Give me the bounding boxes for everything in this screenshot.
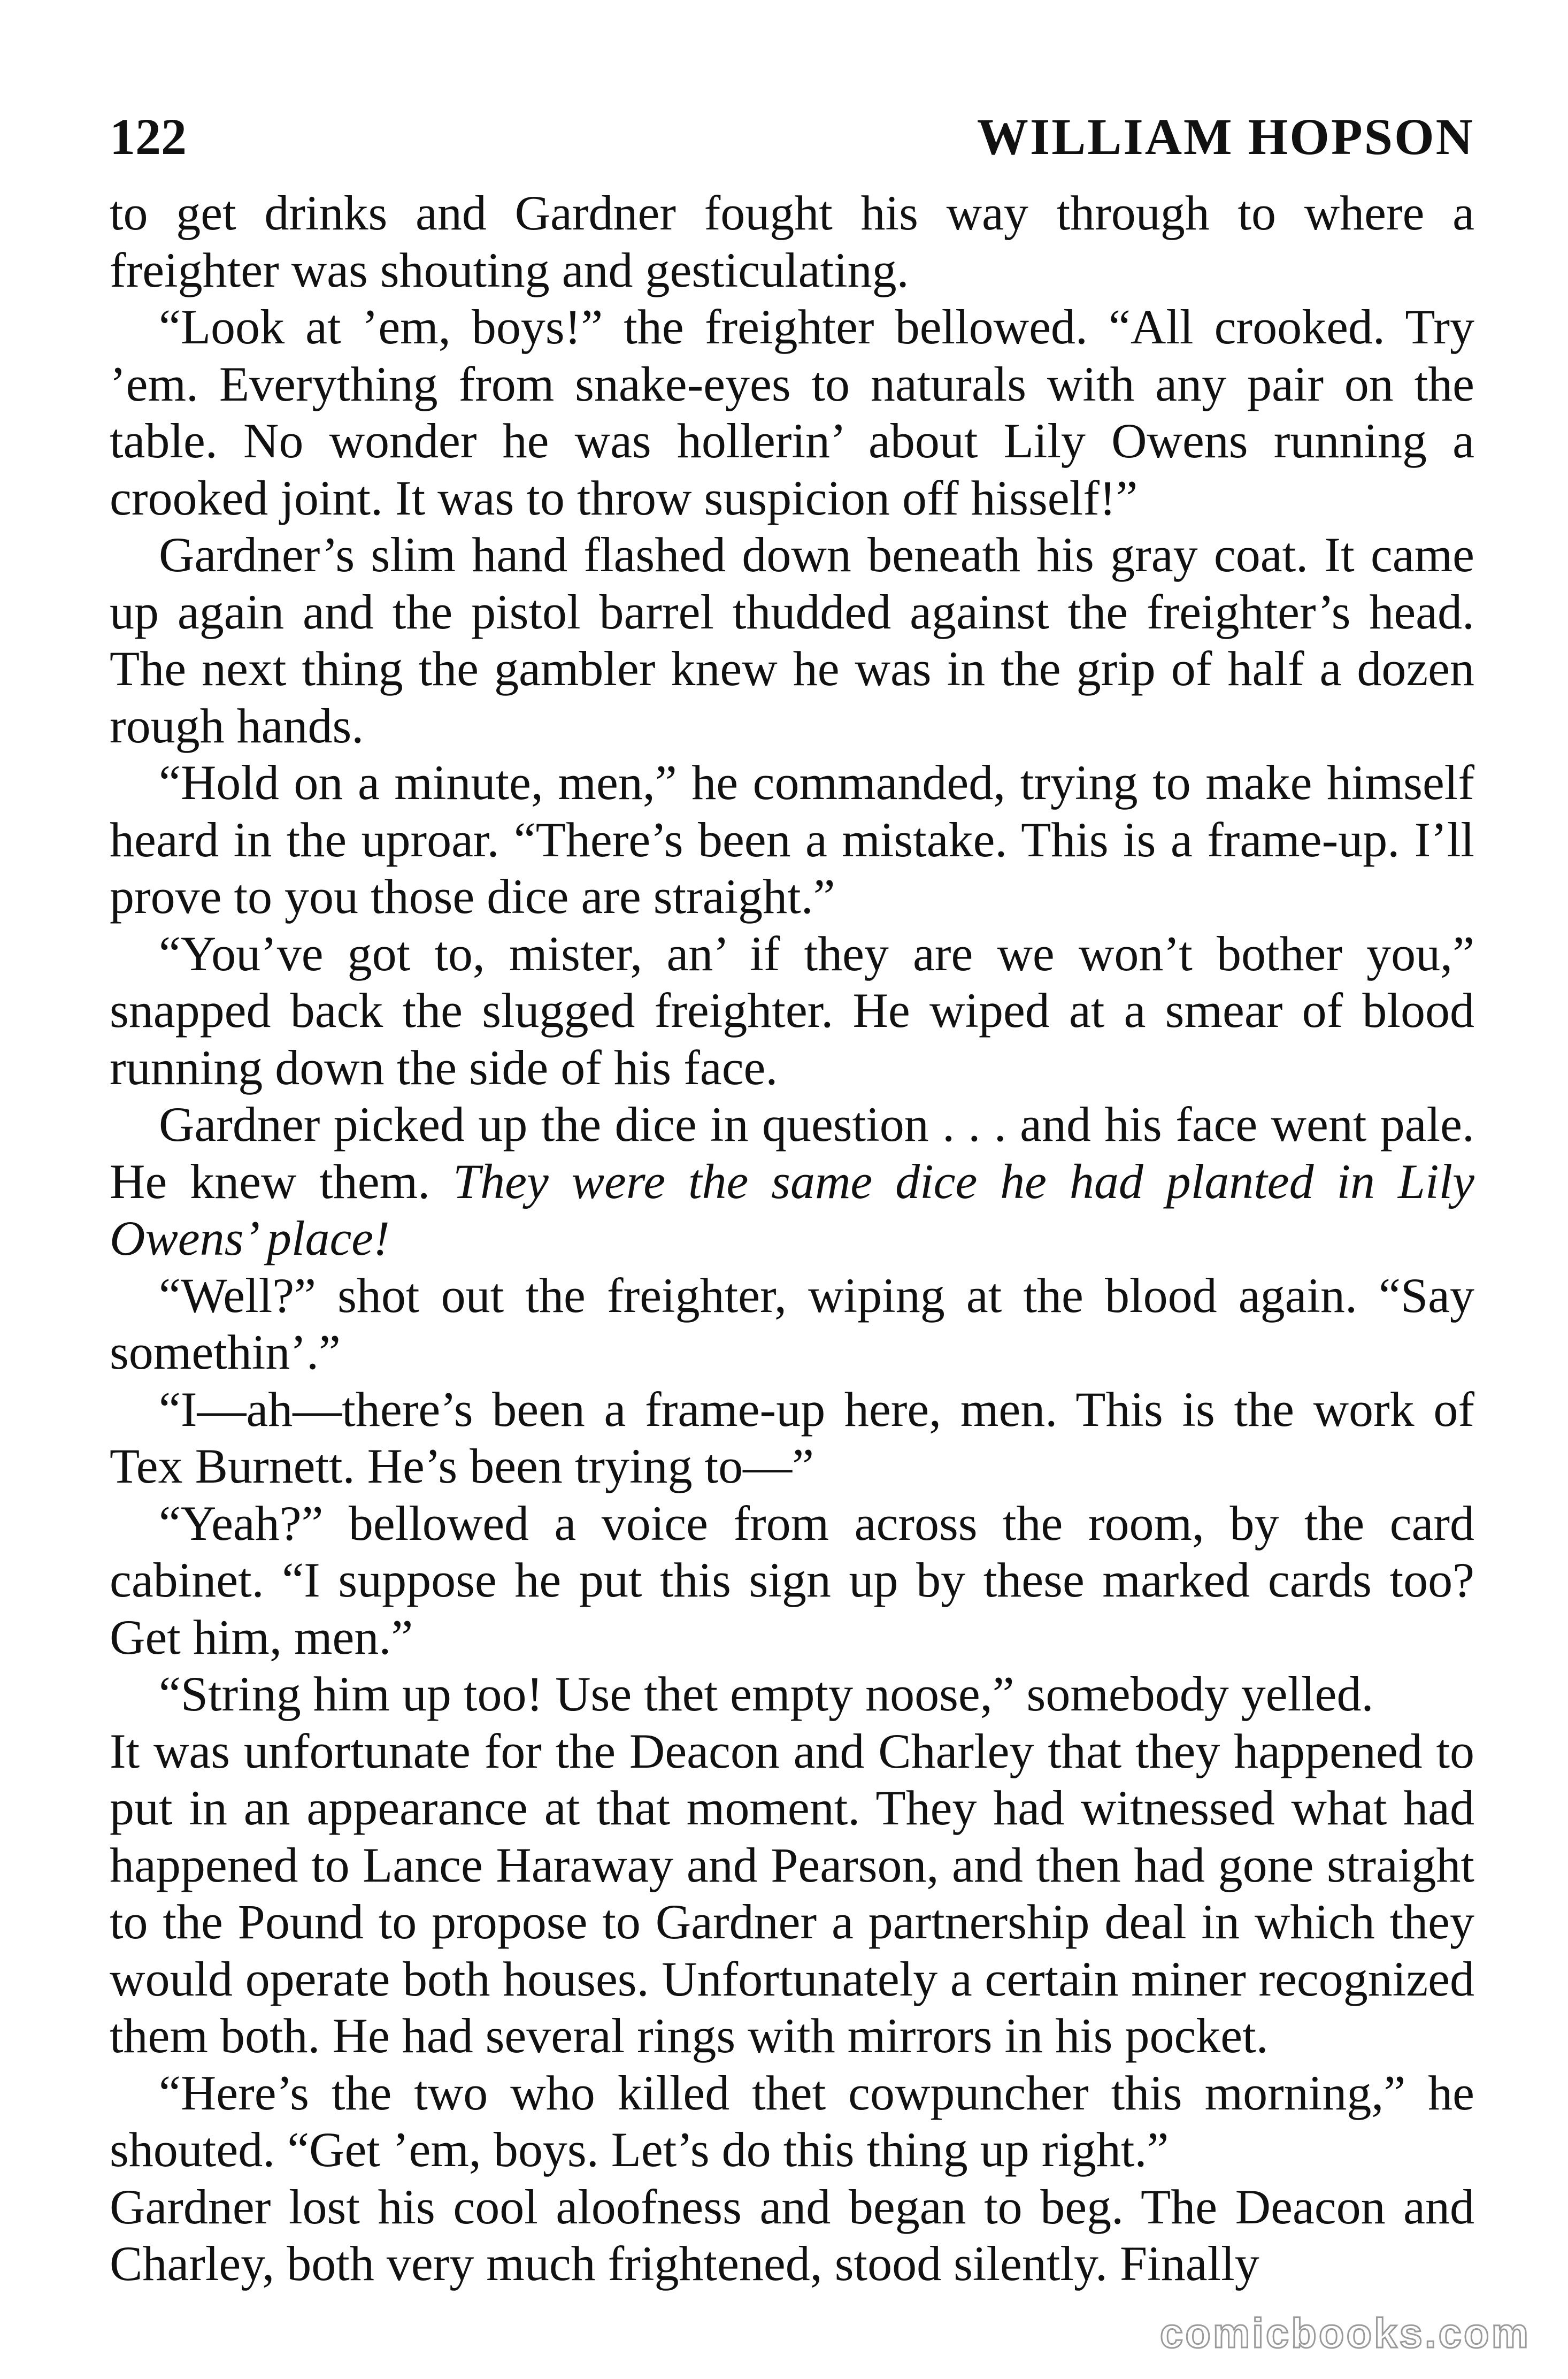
watermark: comicbooks.com [1159,2309,1531,2357]
paragraph: to get drinks and Gardner fought his way through to where a freighter was shouting and gesticulating. [110,186,1474,297]
paragraph: Gardner’s slim hand flashed down beneath his gray coat. It came up again and the pistol barrel thudded against the freighter’s head. The next thing the gambler knew he was in the grip of half a dozen rough hands. [110,527,1474,753]
paragraph: Gardner lost his cool aloofness and began to beg. The Deacon and Charley, both very much frightened, stood silently. Finally [110,2179,1474,2291]
paragraph: Gardner picked up the dice in question . . . and his face went pale. He knew them. They were the same dice he had planted in Lily Owens’ place! [110,1097,1474,1265]
body-text [110,185,1474,2292]
paragraph: It was unfortunate for the Deacon and Charley that they happened to put in an appearance at that moment. They had witnessed what had happened to Lance Haraway and Pearson, and then had gone straight to the Pound to propose to Gardner a partnership deal in which they would operate both houses. Unfortunately a certain miner recognized them both. He had several rings with mirrors in his pocket. [110,1723,1474,2063]
page-header [110,105,1474,169]
paragraph: “Hold on a minute, men,” he commanded, trying to make himself heard in the uproar. “There’s been a mistake. This is a frame-up. I’ll prove to you those dice are straight.” [110,755,1474,924]
paragraph: “Look at ’em, boys!” the freighter bellowed. “All crooked. Try ’em. Everything from snake-eyes to naturals with any pair on the table. No wonder he was hollerin’ about Lily Owens running a crooked joint. It was to throw suspicion off hisself!” [110,300,1474,525]
paragraph: “You’ve got to, mister, an’ if they are we won’t bother you,” snapped back the slugged freighter. He wiped at a smear of blood running down the side of his face. [110,926,1474,1095]
paragraph: “I—ah—there’s been a frame-up here, men. This is the work of Tex Burnett. He’s been trying to—” [110,1382,1474,1493]
paragraph: “String him up too! Use thet empty noose,” somebody yelled. [159,1667,1374,1721]
running-head-author: WILLIAM HOPSON [977,108,1474,165]
italic-emphasis: They were the same dice he had planted in Lily Owens’ place! [110,1154,1474,1265]
paragraph: “Yeah?” bellowed a voice from across the room, by the card cabinet. “I suppose he put this sign up by these marked cards too? Get him, men.” [110,1495,1474,1664]
paragraph: “Here’s the two who killed thet cowpuncher this morning,” he shouted. “Get ’em, boys. Let’s do this thing up right.” [110,2065,1474,2177]
page-number: 122 [110,108,187,165]
paragraph: “Well?” shot out the freighter, wiping at the blood again. “Say somethin’.” [110,1268,1474,1379]
